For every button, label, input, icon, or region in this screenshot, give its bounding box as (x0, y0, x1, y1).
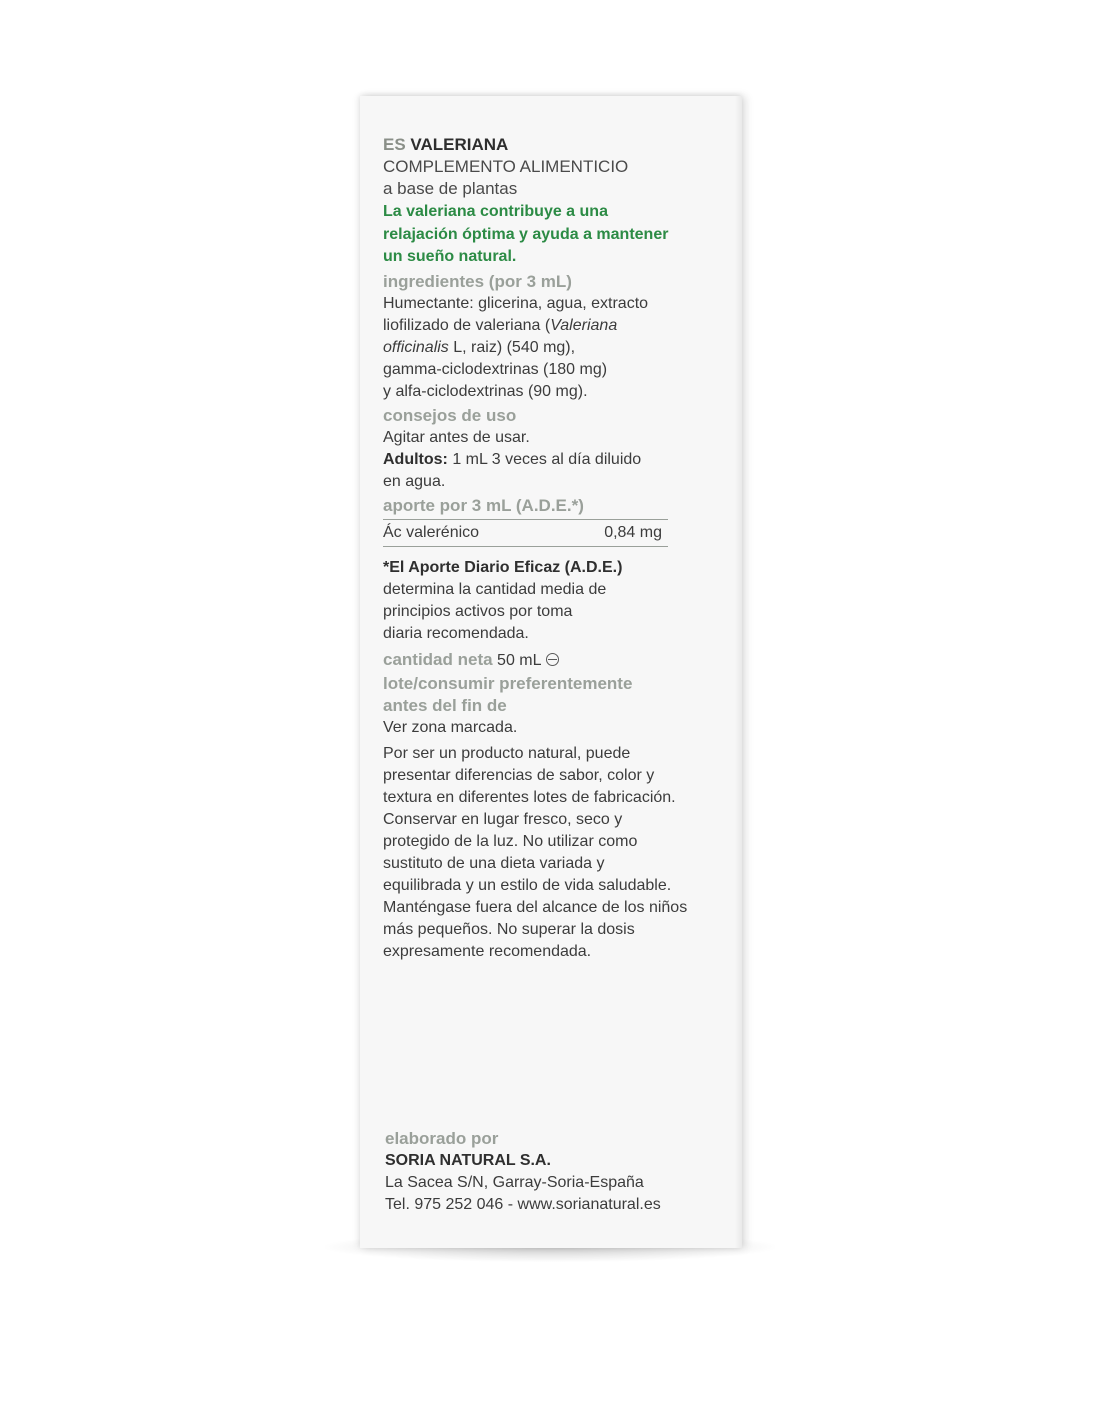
manufacturer-block (385, 1128, 725, 1216)
box-edge-shading (735, 96, 742, 1248)
ingredients-line (383, 315, 728, 337)
usage-line: Agitar antes de usar. (383, 428, 530, 446)
ade-row-value: 0,84 mg (604, 523, 662, 541)
warning-line: equilibrada y un estilo de vida saludable. (383, 876, 672, 894)
ingredients-line: y alfa-ciclodextrinas (90 mg). (383, 382, 588, 400)
language-code: ES (383, 135, 406, 154)
claim-line: un sueño natural. (383, 248, 517, 265)
product-category-sub: a base de plantas (383, 179, 518, 198)
manufacturer-address: La Sacea S/N, Garray-Soria-España (385, 1174, 644, 1191)
ingredients-text (383, 293, 728, 403)
label-content (383, 134, 728, 963)
ade-title: aporte por 3 mL (A.D.E.*) (383, 495, 584, 515)
warning-line: más pequeños. No superar la dosis (383, 920, 635, 938)
manufacturer-name: SORIA NATURAL S.A. (385, 1152, 551, 1169)
usage-text (383, 427, 728, 493)
ingredients-title: ingredientes (por 3 mL) (383, 271, 572, 291)
warning-line: sustituto de una dieta variada y (383, 854, 605, 872)
ingredients-line-3: L, raiz) (540 mg), (448, 338, 576, 356)
usage-title: consejos de uso (383, 405, 517, 425)
adults-label: Adultos: (383, 450, 448, 468)
usage-line (383, 449, 728, 471)
warning-line: Conservar en lugar fresco, seco y (383, 810, 623, 828)
ade-note-line: principios activos por toma (383, 602, 573, 620)
manufacturer-contact: Tel. 975 252 046 - www.sorianatural.es (385, 1196, 661, 1213)
latin-genus: Valeriana (550, 316, 618, 334)
ingredients-line: Humectante: glicerina, agua, extracto (383, 294, 649, 312)
adults-dose: 1 mL 3 veces al día diluido (447, 450, 642, 468)
ingredients-line-2: liofilizado de valeriana ( (383, 316, 551, 334)
latin-species: officinalis (383, 338, 449, 356)
product-name: VALERIANA (410, 135, 509, 154)
ade-note (383, 557, 728, 645)
warning-line: Manténgase fuera del alcance de los niños (383, 898, 688, 916)
lot-title: lote/consumir preferentemente (383, 673, 633, 693)
health-claim (383, 201, 728, 269)
warnings (383, 743, 728, 963)
estimated-sign-icon (546, 653, 559, 666)
warning-line: textura en diferentes lotes de fabricación. (383, 788, 676, 806)
net-quantity-value: 50 mL (492, 651, 542, 669)
ade-row-name: Ác valerénico (383, 523, 480, 541)
lot-text: Ver zona marcada. (383, 718, 518, 736)
ade-note-line: determina la cantidad media de (383, 580, 607, 598)
lot-title-2: antes del fin de (383, 695, 507, 715)
warning-line: Por ser un producto natural, puede (383, 744, 631, 762)
ade-note-line: diaria recomendada. (383, 624, 529, 642)
product-heading (383, 134, 728, 156)
ade-note-title: *El Aporte Diario Eficaz (A.D.E.) (383, 558, 623, 576)
net-quantity (383, 649, 728, 673)
product-box-side-panel (360, 96, 742, 1248)
ade-row (383, 520, 668, 546)
warning-line: expresamente recomendada. (383, 942, 592, 960)
claim-line: relajación óptima y ayuda a mantener (383, 225, 669, 243)
net-quantity-label: cantidad neta (383, 649, 493, 669)
ingredients-line: gamma-ciclodextrinas (180 mg) (383, 360, 608, 378)
ingredients-line (383, 337, 728, 359)
product-category: COMPLEMENTO ALIMENTICIO (383, 157, 629, 176)
claim-line: La valeriana contribuye a una (383, 203, 608, 220)
usage-line: en agua. (383, 472, 446, 490)
warning-line: protegido de la luz. No utilizar como (383, 832, 638, 850)
manufacturer-title: elaborado por (385, 1129, 499, 1148)
ade-table (383, 519, 668, 547)
warning-line: presentar diferencias de sabor, color y (383, 766, 655, 784)
